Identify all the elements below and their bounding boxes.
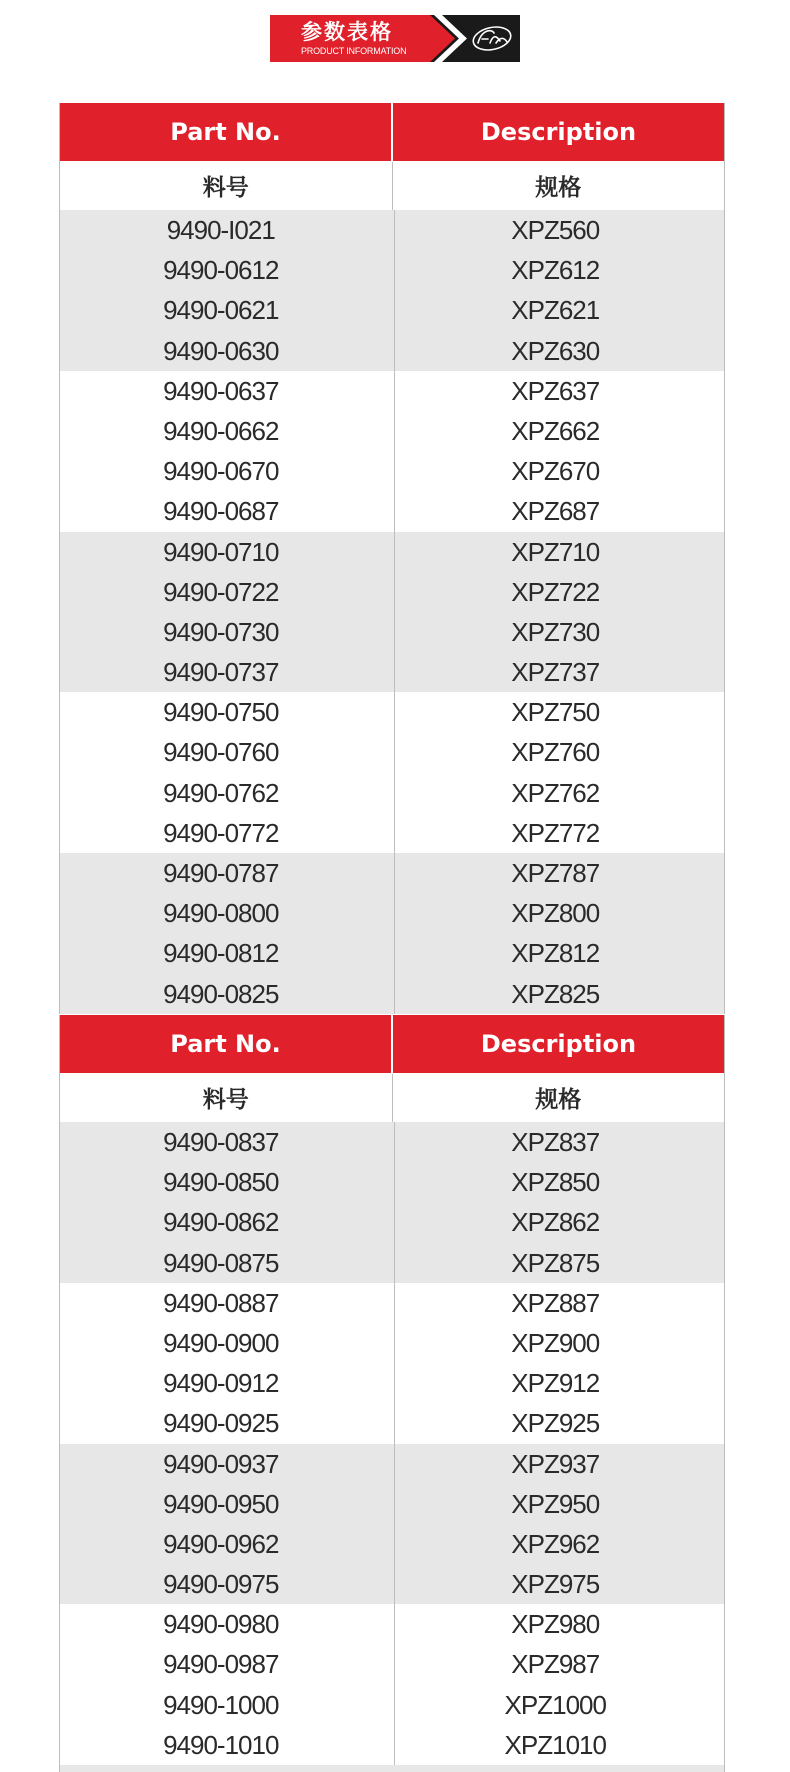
cell-description: XPZ772 <box>511 817 600 848</box>
cell-part-no: 9490-0750 <box>60 692 395 732</box>
cell-part-no: 9490-0737 <box>60 652 395 692</box>
cell-part-no: 9490-0980 <box>60 1604 395 1644</box>
section-banner <box>270 15 520 62</box>
cell-description: XPZ837 <box>511 1127 600 1157</box>
subheader-part-no: 料号 <box>60 162 393 210</box>
cell-description: XPZ670 <box>511 456 600 487</box>
table-row <box>60 1524 724 1564</box>
table-row <box>60 1243 724 1283</box>
cell-description: XPZ612 <box>511 255 600 286</box>
cell-part-no: 9490-0800 <box>60 893 395 933</box>
cell-description: XPZ950 <box>511 1488 600 1519</box>
cell-description: XPZ862 <box>511 1207 600 1238</box>
cell-description: XPZ1010 <box>504 1729 606 1760</box>
cell-part-no: 9490-0812 <box>60 933 395 973</box>
banner-title-cn: 参数表格 <box>301 20 393 44</box>
cell-description: XPZ887 <box>511 1287 600 1318</box>
header-description: Description <box>480 118 637 146</box>
cell-part-no: 9490-0710 <box>60 532 395 572</box>
banner-red-block <box>270 15 455 62</box>
table-row <box>60 1323 724 1363</box>
cell-description: XPZ987 <box>511 1649 600 1680</box>
cell-part-no: 9490-0787 <box>60 853 395 893</box>
cell-description: XPZ925 <box>511 1408 600 1439</box>
cell-part-no: 9490-1000 <box>60 1685 395 1725</box>
cell-part-no: 9490-0762 <box>60 773 395 813</box>
table-row <box>60 893 724 933</box>
table-row <box>60 451 724 491</box>
cell-description: XPZ730 <box>511 616 600 647</box>
cell-part-no: 9490-I021 <box>60 210 395 250</box>
table-row <box>60 491 724 531</box>
header-part-no: Part No. <box>60 103 393 161</box>
table-row <box>60 1363 724 1403</box>
cell-description: XPZ560 <box>511 215 600 245</box>
table-row <box>60 612 724 652</box>
cell-part-no: 9490-0875 <box>60 1243 395 1283</box>
cell-description: XPZ912 <box>511 1368 600 1399</box>
cell-part-no: 9490-0612 <box>60 250 395 290</box>
cell-part-no: 9490-0887 <box>60 1283 395 1323</box>
cell-description: XPZ737 <box>511 657 600 688</box>
table-subheader-row <box>60 162 724 210</box>
table-row <box>60 1685 724 1725</box>
cell-part-no: 9490-0837 <box>60 1122 395 1162</box>
cell-part-no: 9490-0862 <box>60 1202 395 1242</box>
subheader-description: 规格 <box>535 175 582 201</box>
table-row <box>60 1403 724 1443</box>
cell-description: XPZ750 <box>511 697 600 728</box>
cell-part-no: 9490-0722 <box>60 572 395 612</box>
table-row <box>60 1644 724 1684</box>
cell-description: XPZ630 <box>511 335 600 366</box>
cell-part-no: 9490-0621 <box>60 290 395 330</box>
cell-part-no: 9490-0687 <box>60 491 395 531</box>
table-row <box>60 1162 724 1202</box>
subheader-description: 规格 <box>535 1087 582 1113</box>
cell-description: XPZ662 <box>511 415 600 446</box>
cell-description: XPZ710 <box>511 536 600 567</box>
cell-part-no: 9490-0925 <box>60 1403 395 1443</box>
table-header-row <box>60 103 724 162</box>
table-subheader-row <box>60 1074 724 1122</box>
table-row <box>60 1202 724 1242</box>
cell-description: XPZ722 <box>511 576 600 607</box>
table-row <box>60 290 724 330</box>
cell-description: XPZ1000 <box>504 1689 606 1720</box>
table-row <box>60 532 724 572</box>
table-row <box>60 1283 724 1323</box>
table-row <box>60 1444 724 1484</box>
spec-table-1 <box>59 103 725 1014</box>
table-row <box>60 210 724 250</box>
cell-part-no: 9490-0637 <box>60 371 395 411</box>
cell-description: XPZ900 <box>511 1327 600 1358</box>
table-row <box>60 331 724 371</box>
table-row <box>60 1564 724 1604</box>
cell-description: XPZ875 <box>511 1247 600 1278</box>
cell-description: XPZ800 <box>511 898 600 929</box>
cell-part-no: 9490-0670 <box>60 451 395 491</box>
table-row <box>60 773 724 813</box>
spec-table-2 <box>59 1015 725 1765</box>
cell-part-no: 9490-0912 <box>60 1363 395 1403</box>
table-row <box>60 853 724 893</box>
cell-description: XPZ621 <box>511 295 600 326</box>
cell-part-no: 9490-0630 <box>60 331 395 371</box>
cell-part-no: 9490-0760 <box>60 732 395 772</box>
cell-description: XPZ937 <box>511 1448 600 1479</box>
table-row <box>60 1725 724 1765</box>
cell-part-no: 9490-0772 <box>60 813 395 853</box>
cell-description: XPZ637 <box>511 375 600 406</box>
table-row <box>60 250 724 290</box>
cell-description: XPZ825 <box>511 978 600 1009</box>
cell-description: XPZ762 <box>511 777 600 808</box>
cell-part-no: 9490-0850 <box>60 1162 395 1202</box>
subheader-part-no: 料号 <box>60 1074 393 1122</box>
cell-description: XPZ812 <box>511 938 600 969</box>
table-header-row <box>60 1015 724 1074</box>
cell-part-no: 9490-0662 <box>60 411 395 451</box>
table-row <box>60 371 724 411</box>
cell-description: XPZ787 <box>511 858 600 888</box>
table-row <box>60 933 724 973</box>
cell-part-no: 9490-1010 <box>60 1725 395 1765</box>
table-row <box>60 974 724 1014</box>
table-body <box>60 210 724 1014</box>
table-row <box>60 732 724 772</box>
table-row <box>60 1604 724 1644</box>
table-row <box>60 813 724 853</box>
cell-part-no: 9490-0900 <box>60 1323 395 1363</box>
cell-part-no: 9490-0987 <box>60 1644 395 1684</box>
table-row <box>60 1122 724 1162</box>
cell-description: XPZ980 <box>511 1609 600 1640</box>
cell-part-no: 9490-0962 <box>60 1524 395 1564</box>
cell-description: XPZ687 <box>511 496 600 527</box>
cell-description: XPZ962 <box>511 1528 600 1559</box>
banner-title-en: PRODUCT INFORMATION <box>301 46 407 56</box>
table-continuation-strip <box>59 1765 725 1772</box>
table-row <box>60 1484 724 1524</box>
table-row <box>60 652 724 692</box>
header-description: Description <box>480 1030 637 1058</box>
table-row <box>60 692 724 732</box>
cell-description: XPZ760 <box>511 737 600 768</box>
gates-logo-icon <box>430 15 520 62</box>
table-row <box>60 572 724 612</box>
cell-description: XPZ975 <box>511 1569 600 1600</box>
cell-part-no: 9490-0950 <box>60 1484 395 1524</box>
cell-part-no: 9490-0730 <box>60 612 395 652</box>
cell-part-no: 9490-0825 <box>60 974 395 1014</box>
cell-description: XPZ850 <box>511 1167 600 1198</box>
cell-part-no: 9490-0975 <box>60 1564 395 1604</box>
table-body <box>60 1122 724 1765</box>
header-part-no: Part No. <box>60 1015 393 1073</box>
table-row <box>60 411 724 451</box>
cell-part-no: 9490-0937 <box>60 1444 395 1484</box>
